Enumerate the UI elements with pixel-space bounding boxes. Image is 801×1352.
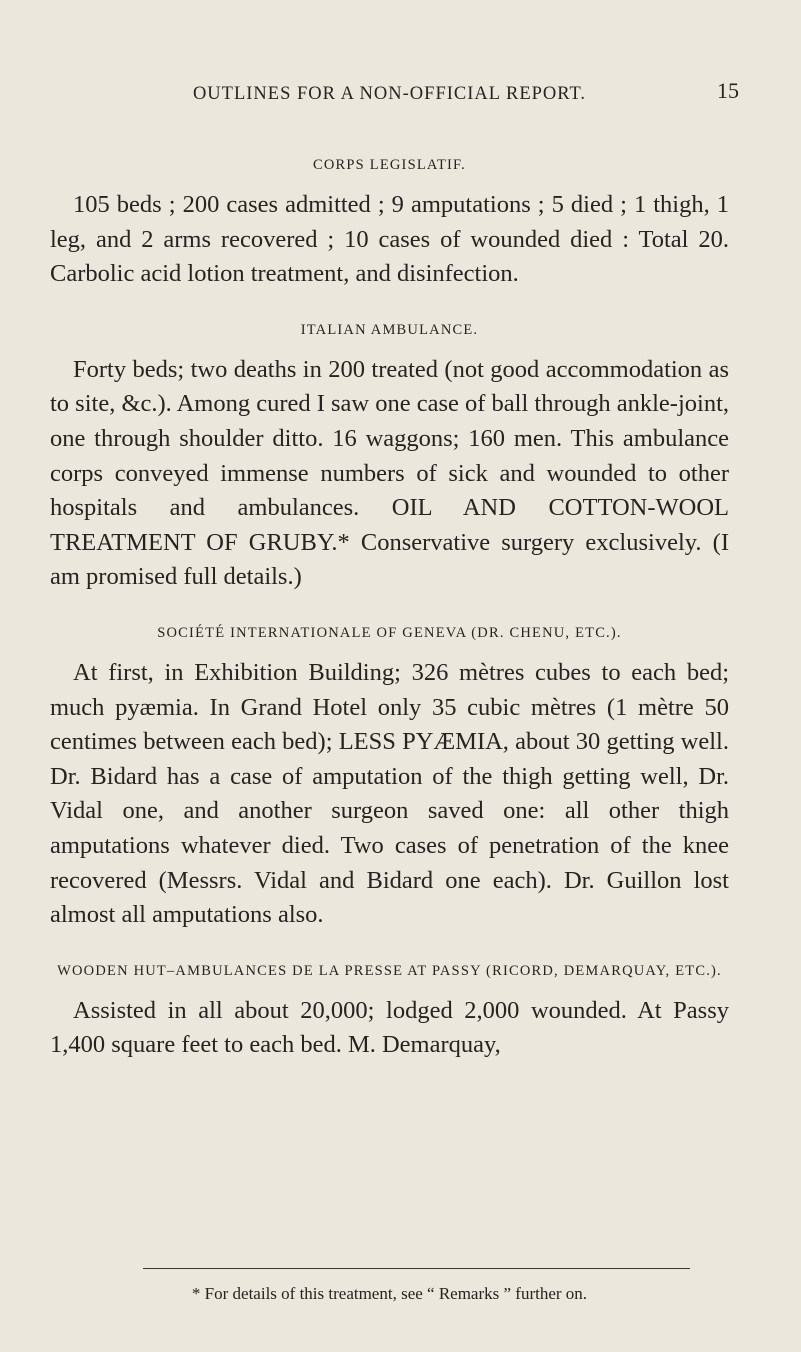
running-head [50,78,739,106]
footnote: * For details of this treatment, see “ Remarks ” further on. [191,1284,588,1303]
section-societe-internationale [50,620,729,933]
section-italian-ambulance [50,317,729,595]
section-corps-legislatif [50,152,729,292]
footnote-rule [143,1268,690,1269]
section-paragraph: Assisted in all about 20,000; lodged 2,000 wounded. At Passy 1,400 square feet to each bed. M. Demarquay, [50,996,729,1059]
section-heading: SOCIÉTÉ INTERNATIONALE OF GENEVA (DR. CHENU, ETC.). [157,624,622,641]
section-paragraph: Forty beds; two deaths in 200 treated (not good accommodation as to site, &c.). Among cured I saw one case of ball through ankle-joint, one through shoulder ditto. 16 waggons; 160 men. This ambulance corps conveyed immense numbers of sick and wounded to other hospitals and ambulances. OIL AND COTTON-WOOL TREATMENT OF GRUBY.* Conservative surgery exclusively. (I am promised full details.) [50,355,730,591]
section-paragraph: 105 beds ; 200 cases admitted ; 9 amputations ; 5 died ; 1 thigh, 1 leg, and 2 arms recovered ; 10 cases of wounded died : Total 20. Carbolic acid lotion treatment, and disinfection. [50,191,729,288]
section-wooden-hut-ambulances [50,958,729,1063]
section-heading: ITALIAN AMBULANCE. [300,321,479,338]
section-heading: WOODEN HUT–AMBULANCES DE LA PRESSE AT PASSY (RICORD, DEMARQUAY, ETC.). [57,962,722,979]
section-paragraph: At first, in Exhibition Building; 326 mètres cubes to each bed; much pyæmia. In Grand Hotel only 35 cubic mètres (1 mètre 50 centimes between each bed); LESS PYÆMIA, about 30 getting well. Dr. Bidard has a case of amputation of the thigh getting well, Dr. Vidal one, and another surgeon saved one: all other thigh amputations whatever died. Two cases of penetration of the knee recovered (Messrs. Vidal and Bidard one each). Dr. Guillon lost almost all amputations also. [50,658,729,929]
section-heading: CORPS LEGISLATIF. [313,157,466,173]
running-head-title: OUTLINES FOR A NON-OFFICIAL REPORT. [192,84,587,104]
page-number: 15 [717,78,739,103]
